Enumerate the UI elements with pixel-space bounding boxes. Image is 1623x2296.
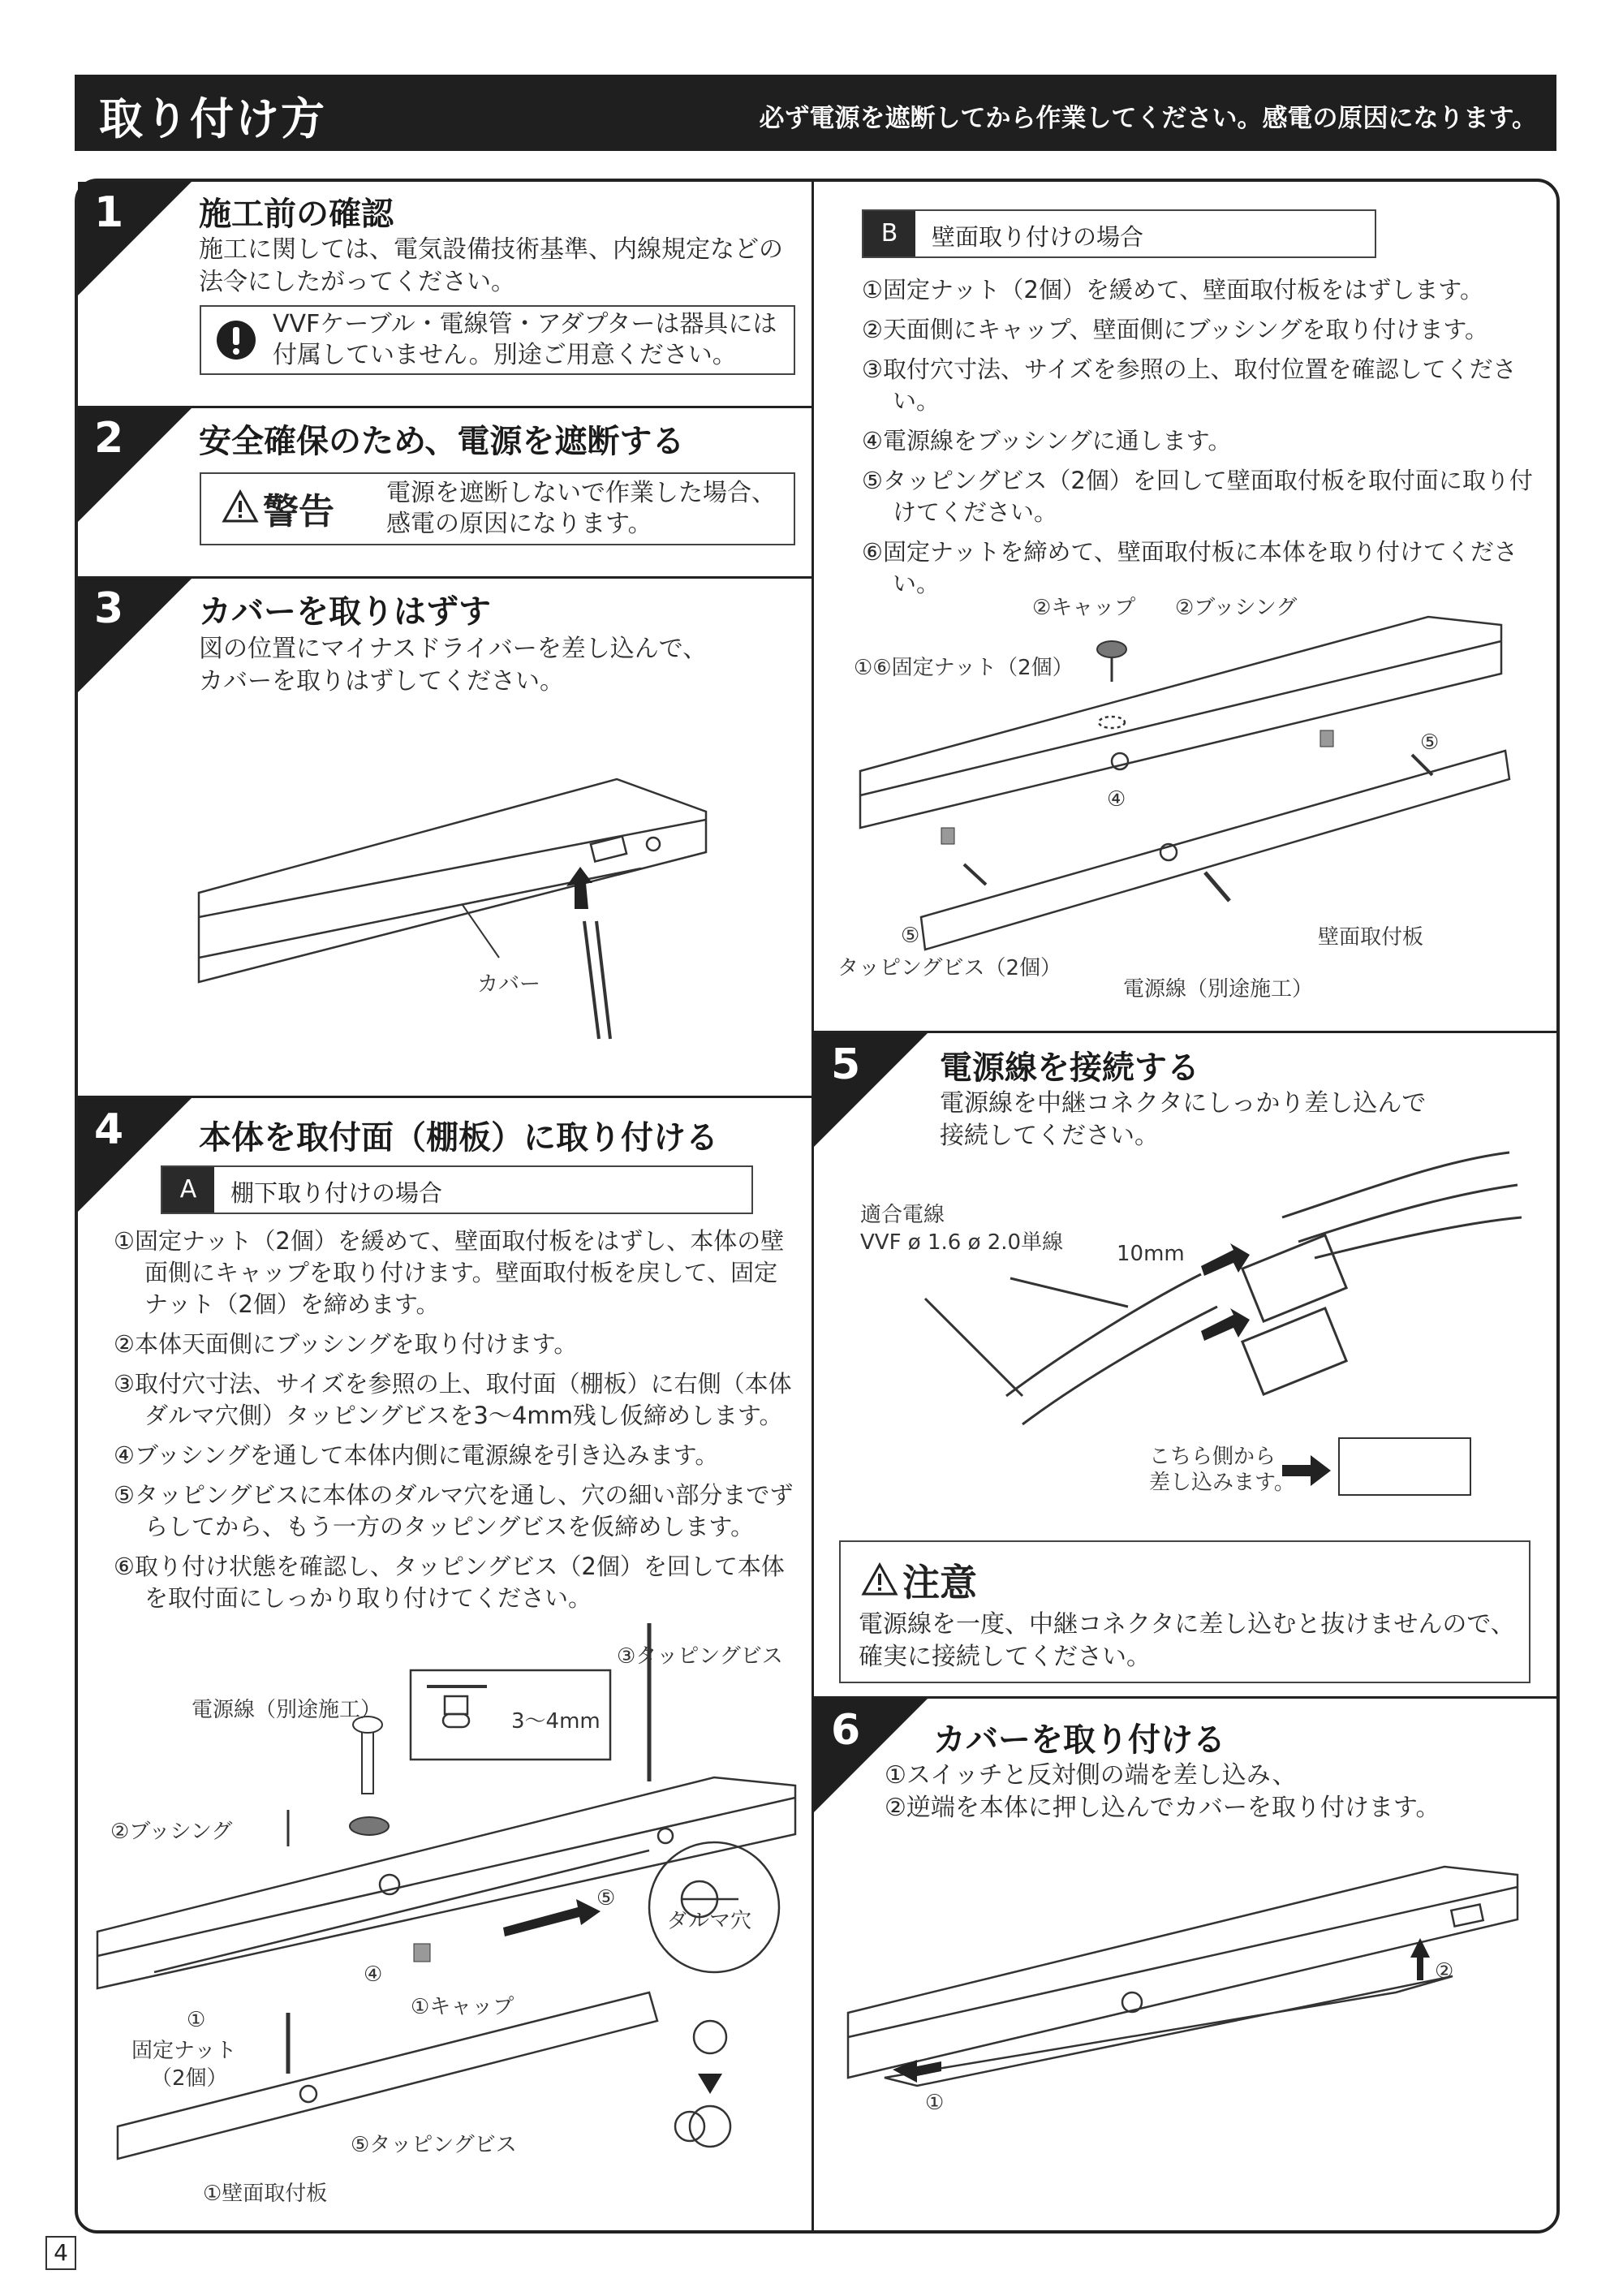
label-nut-B: ①⑥固定ナット（2個） [854,656,1074,680]
step-A-2: ②本体天面側にブッシングを取り付けます。 [114,1330,578,1358]
cover-removal-illustration [187,763,920,1088]
header-warning: 必ず電源を遮断してから作業してください。感電の原因になります。 [759,104,1537,133]
step-B-1: ①固定ナット（2個）を緩めて、壁面取付板をはずします。 [862,276,1483,304]
warning-line2: 感電の原因になります。 [386,510,652,538]
wire-spec-label: 適合電線 [860,1203,945,1227]
steps-A [114,1226,795,1622]
insert-hint-line1: こちら側から [1149,1445,1276,1469]
step-number-4: 4 [94,1105,124,1154]
note-line2: 付属していません。別途ご用意ください。 [273,341,737,369]
note-line1: VVFケーブル・電線管・アダプターは器具には [273,310,777,338]
caution-triangle-icon [862,1563,898,1596]
connector-illustration [860,1136,1526,1477]
subsection-B-tag: B [863,211,915,256]
section-body-3-line2: カバーを取りはずしてください。 [199,667,564,696]
strip-length: 10mm [1117,1242,1185,1266]
page-title: 取り付け方 [99,93,326,144]
warning-triangle-icon [222,490,258,523]
step-A-6: ⑥取り付け状態を確認し、タッピングビス（2個）を回して本体を取付面にしっかり取り付けてください。 [114,1553,785,1612]
step-B-3: ③取付穴寸法、サイズを参照の上、取付位置を確認してください。 [862,355,1517,415]
section-body-3-line1: 図の位置にマイナスドライバーを差し込んで、 [199,635,708,663]
step-number-5: 5 [831,1040,861,1089]
label-tapping-3: ③タッピングビス [617,1644,783,1669]
section-body-5-line2: 接続してください。 [940,1122,1159,1150]
label-bushing-A: ②ブッシング [110,1820,233,1844]
step-A-3: ③取付穴寸法、サイズを参照の上、取付面（棚板）に右側（本体ダルマ穴側）タッピングビスを3〜4mm残し仮締めします。 [114,1370,792,1429]
label-tapping-5: ⑤タッピングビス [351,2133,517,2157]
label-cover: カバー [477,972,541,997]
label-bushing-B: ②ブッシング [1175,596,1298,620]
label-nut-count: （2個） [151,2066,228,2091]
label-step4-A: ④ [364,1962,383,1987]
caution-label: 注意 [902,1561,977,1605]
subsection-B [862,209,1376,258]
caution-line1: 電源線を一度、中継コネクタに差し込むと抜けませんので、 [859,1610,1515,1639]
wire-spec-value: VVF ø 1.6 ø 2.0単線 [860,1230,1064,1255]
label-power-line-A: 電源線（別途施工） [192,1698,382,1722]
label-wall-plate-B: 壁面取付板 [1318,925,1424,950]
step-number-1: 1 [94,188,124,237]
section-body-6-line2: ②逆端を本体に押し込んでカバーを取り付けます。 [885,1794,1440,1822]
step-B-5: ⑤タッピングビス（2個）を回して壁面取付板を取付面に取り付けてください。 [862,467,1533,526]
step-number-6: 6 [831,1706,861,1755]
steps-B [862,274,1535,608]
label-power-line-B: 電源線（別途施工） [1123,977,1314,1002]
label-step5-A: ⑤ [596,1886,616,1910]
section-title-4: 本体を取付面（棚板）に取り付ける [199,1119,718,1157]
note-box [200,305,795,375]
label-cap-A: ①キャップ [411,1995,514,2019]
label-nut: 固定ナット [131,2039,237,2063]
label-step5-B-right: ⑤ [1420,730,1440,755]
label-wall-plate-A: ①壁面取付板 [203,2182,328,2206]
section-body-6-line1: ①スイッチと反対側の端を差し込み、 [885,1761,1297,1790]
step-A-1: ①固定ナット（2個）を緩めて、壁面取付板をはずし、本体の壁面側にキャップを取り付けます。壁面取付板を戻して、固定ナット（2個）を締めます。 [114,1227,785,1318]
warning-line1: 電源を遮断しないで作業した場合、 [386,479,776,507]
subsection-A-label: 棚下取り付けの場合 [230,1179,443,1207]
insert-hint-line2: 差し込みます。 [1149,1471,1295,1495]
label-step1-cover: ① [925,2091,945,2115]
section-title-3: カバーを取りはずす [199,593,491,631]
section-title-2: 安全確保のため、電源を遮断する [199,423,685,460]
label-step5-B-left: ⑤ [901,924,920,948]
label-cap-B: ②キャップ [1032,596,1136,620]
page-number: 4 [45,2236,76,2270]
section-title-5: 電源線を接続する [940,1049,1199,1087]
step-A-4: ④ブッシングを通して本体内側に電源線を引き込みます。 [114,1441,719,1469]
warning-label: 警告 [263,491,334,532]
section-body-5-line1: 電源線を中継コネクタにしっかり差し込んで [940,1089,1427,1118]
label-gap: 3〜4mm [511,1709,601,1734]
column-divider [812,179,814,2230]
caution-box [839,1540,1530,1683]
step-B-4: ④電源線をブッシングに通します。 [862,427,1232,454]
caution-line2: 確実に接続してください。 [859,1643,1151,1671]
label-daruma: ダルマ穴 [667,1909,752,1933]
section-title-1: 施工前の確認 [199,196,394,233]
subsection-B-label: 壁面取り付けの場合 [932,223,1144,251]
warning-box [200,472,795,545]
section-title-6: カバーを取り付ける [933,1721,1225,1759]
step-number-3: 3 [94,584,124,633]
step-B-2: ②天面側にキャップ、壁面側にブッシングを取り付けます。 [862,316,1489,343]
subsection-A [161,1165,753,1214]
cover-attach-illustration [836,1842,1534,2167]
section-body-1-line1: 施工に関しては、電気設備技術基準、内線規定などの [199,235,783,264]
label-tapping-B: タッピングビス（2個） [837,956,1062,980]
section-body-1-line2: 法令にしたがってください。 [199,268,515,296]
label-nut-num: ① [187,2008,206,2032]
exclamation-icon [216,320,256,360]
step-A-5: ⑤タッピングビスに本体のダルマ穴を通し、穴の細い部分までずらしてから、もう一方のタッピングビスを仮締めします。 [114,1481,794,1540]
label-step2-cover: ② [1435,1959,1454,1984]
step-number-2: 2 [94,414,124,463]
header-bar [75,75,1556,151]
step-B-6: ⑥固定ナットを締めて、壁面取付板に本体を取り付けてください。 [862,538,1518,597]
subsection-A-tag: A [162,1167,214,1213]
label-step4-B: ④ [1107,787,1126,812]
